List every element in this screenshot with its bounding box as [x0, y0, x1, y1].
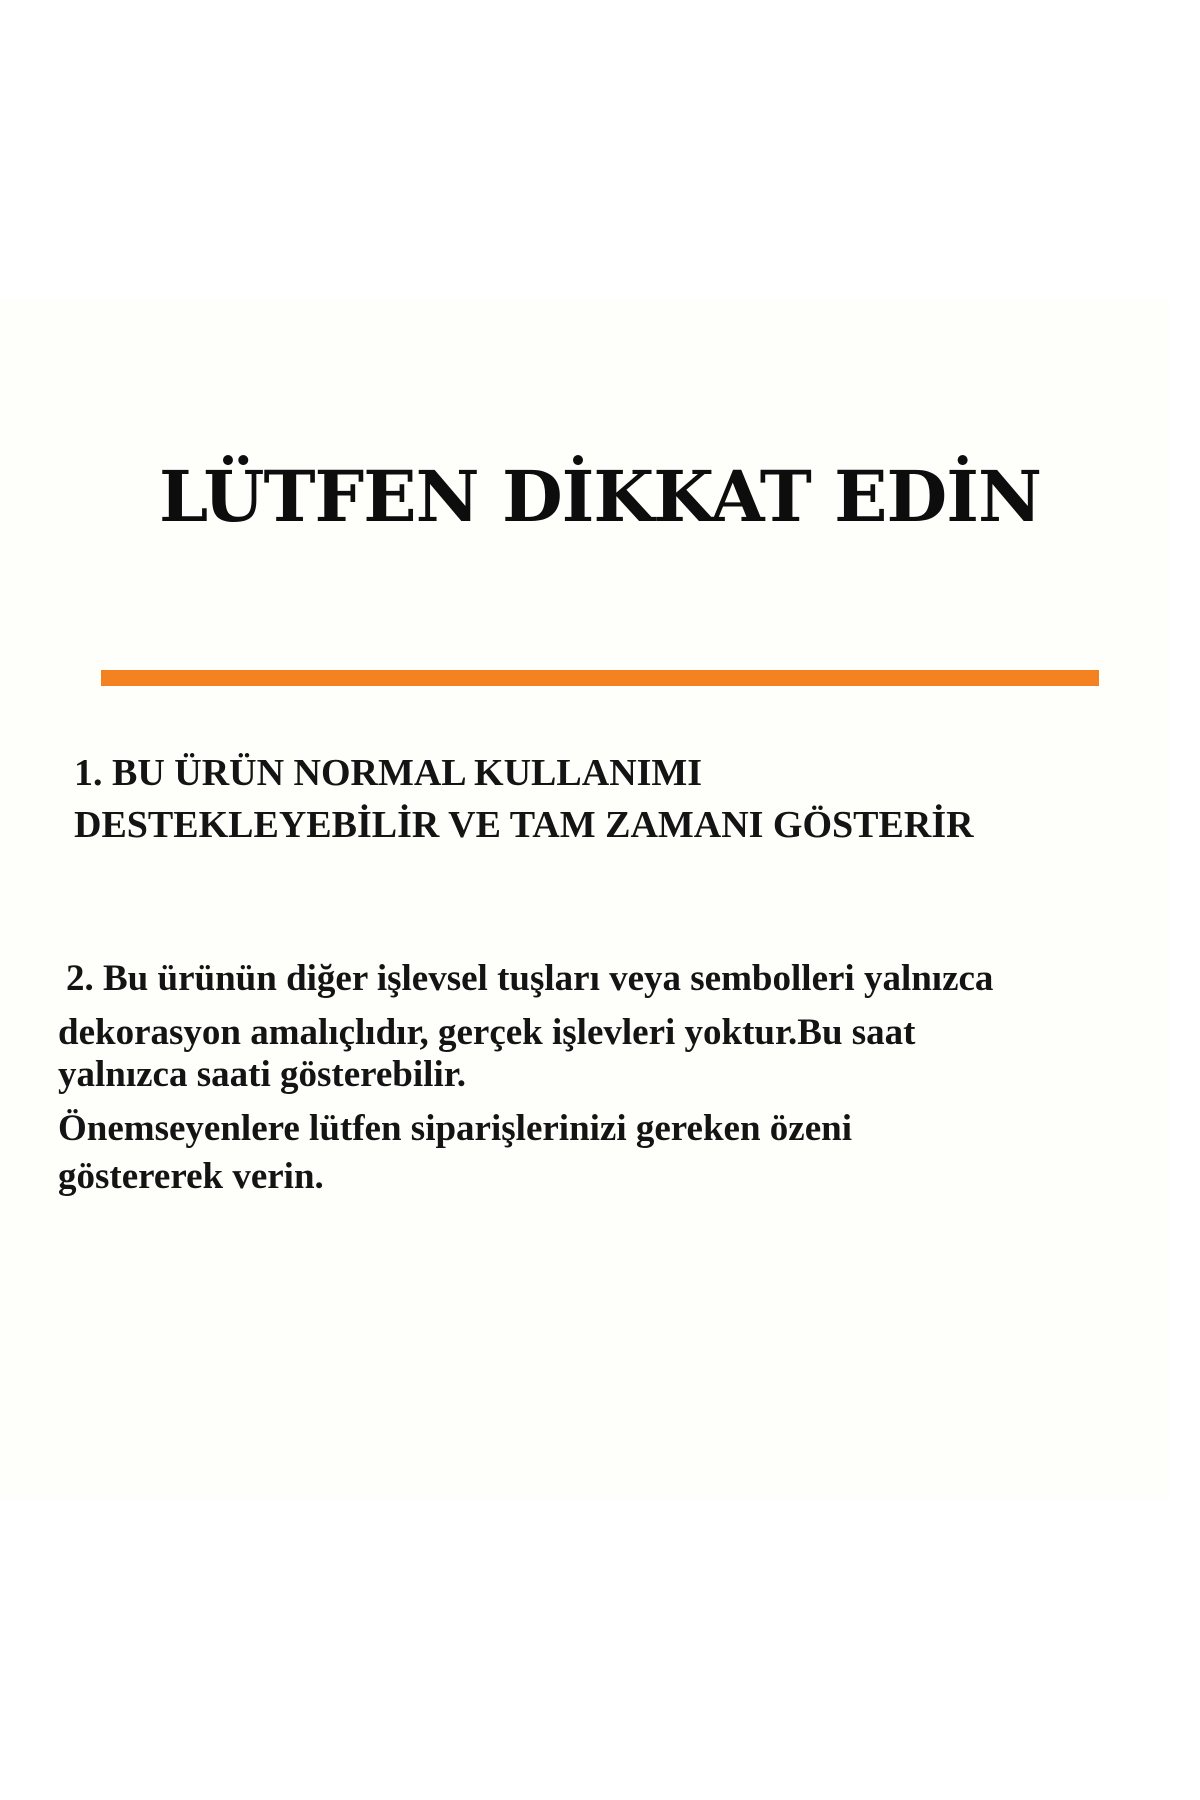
notice-point-2-line-5: göstererek verin. [58, 1156, 324, 1197]
notice-point-1-line-1: 1. BU ÜRÜN NORMAL KULLANIMI [74, 752, 703, 794]
notice-title: LÜTFEN DİKKAT EDİN [159, 455, 1041, 538]
notice-point-2-line-3: yalnızca saati gösterebilir. [58, 1054, 466, 1095]
notice-point-2-line-4: Önemseyenlere lütfen siparişlerinizi gereken özeni [58, 1108, 853, 1149]
notice-point-1 [74, 747, 1144, 851]
notice-point-2-line-1: 2. Bu ürünün diğer işlevsel tuşları veya sembolleri yalnızca [66, 958, 994, 999]
orange-divider [101, 670, 1099, 686]
notice-point-2-line-2: dekorasyon amalıçlıdır, gerçek işlevleri yoktur.Bu saat [58, 1012, 916, 1053]
notice-point-1-line-2: DESTEKLEYEBİLİR VE TAM ZAMANI GÖSTERİR [74, 804, 974, 846]
notice-point-2 [58, 955, 1148, 1201]
